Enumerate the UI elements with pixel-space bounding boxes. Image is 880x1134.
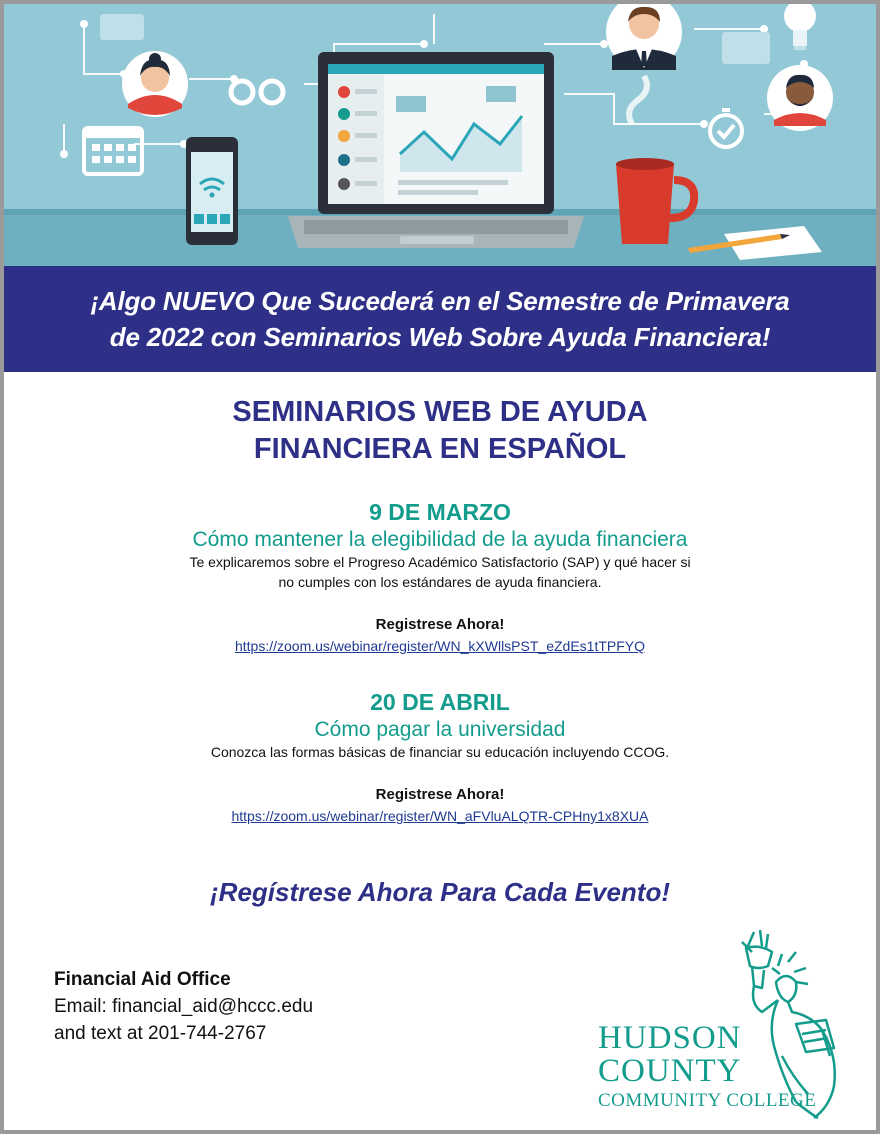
college-logo-text <box>598 1022 816 1114</box>
event-title: Cómo pagar la universidad <box>314 718 566 741</box>
phone-illustration <box>186 137 238 245</box>
register-link[interactable]: https://zoom.us/webinar/register/WN_kXWllsPST_eZdEs1tTPFYQ <box>234 638 645 654</box>
main-title-line-2: FINANCIERA EN ESPAÑOL <box>253 433 627 465</box>
logo-line-3: COMMUNITY COLLEGE <box>598 1090 817 1111</box>
banner-line-1: ¡Algo NUEVO Que Sucederá en el Semestre de Primavera <box>90 286 790 316</box>
register-link[interactable]: https://zoom.us/webinar/register/WN_aFVluALQTR-CPHny1x8XUA <box>231 808 649 824</box>
title-banner <box>4 266 876 372</box>
event-description: no cumples con los estándares de ayuda financiera. <box>278 574 602 590</box>
event-1 <box>4 498 876 656</box>
contact-info <box>54 966 313 1047</box>
event-date: 9 DE MARZO <box>369 499 511 525</box>
register-label: Registrese Ahora! <box>375 786 505 803</box>
logo-line-2: COUNTY <box>598 1053 742 1089</box>
event-description: Conozca las formas básicas de financiar su educación incluyendo CCOG. <box>210 744 670 760</box>
laptop-illustration <box>288 52 584 248</box>
register-label: Registrese Ahora! <box>375 616 505 633</box>
contact-email: Email: financial_aid@hccc.edu <box>54 996 314 1017</box>
event-date: 20 DE ABRIL <box>370 689 510 715</box>
event-description: Te explicaremos sobre el Progreso Académico Satisfactorio (SAP) y qué hacer si <box>189 554 691 570</box>
man-avatar <box>606 4 682 70</box>
hero-illustration <box>4 4 876 266</box>
man-avatar-beard <box>767 65 833 131</box>
event-2 <box>4 688 876 826</box>
banner-line-2: de 2022 con Seminarios Web Sobre Ayuda Financiera! <box>109 322 771 352</box>
main-title-line-1: SEMINARIOS WEB DE AYUDA <box>232 396 648 428</box>
call-to-action: ¡Regístrese Ahora Para Cada Evento! <box>210 877 670 907</box>
main-title <box>4 394 876 468</box>
event-title: Cómo mantener la elegibilidad de la ayuda financiera <box>192 528 688 551</box>
woman-avatar <box>122 51 188 117</box>
office-name: Financial Aid Office <box>54 969 231 990</box>
logo-line-1: HUDSON <box>598 1020 742 1056</box>
contact-text: and text at 201-744-2767 <box>54 1023 267 1044</box>
